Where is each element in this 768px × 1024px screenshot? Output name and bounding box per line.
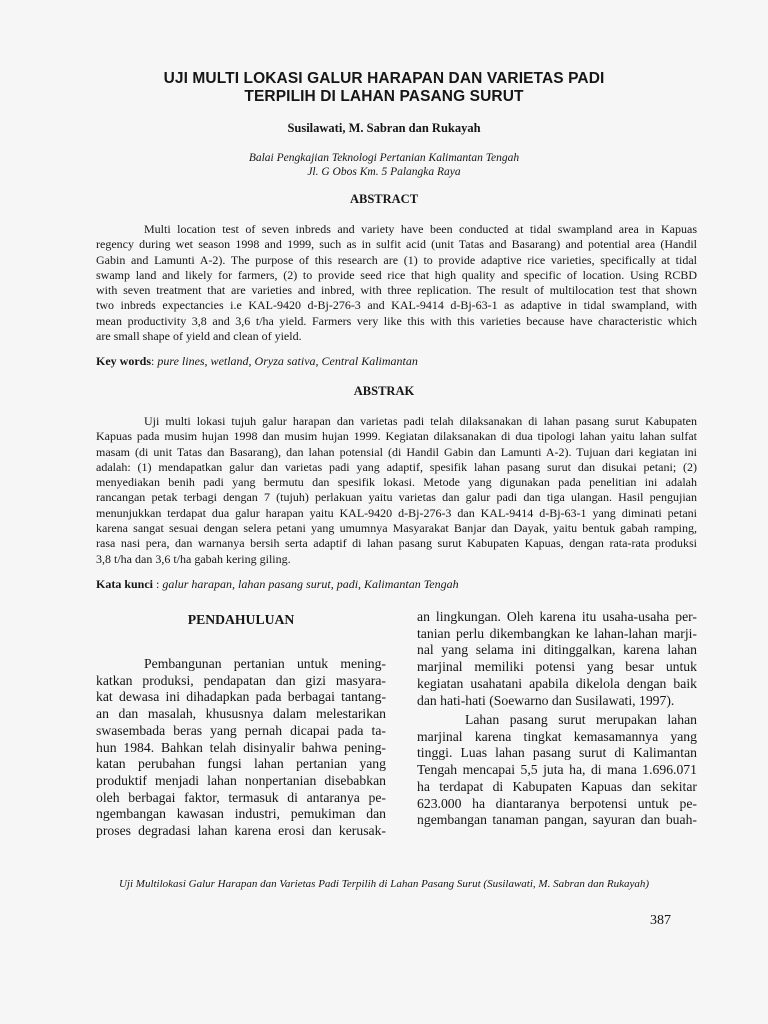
abstract-line: two inbreds expectancies i.e KAL-9420 d-Bj-276-3 and KAL-9414 d-Bj-63-1 as adaptive in tidal swampland, with xyxy=(96,298,697,313)
abstrak-line: 3,8 t/ha dan 3,6 t/ha gabah kering giling. xyxy=(96,551,291,566)
abstract-line: mean productivity 3,8 and 3,6 t/ha yield. Farmers very like this with this varieties because have characteristic which xyxy=(96,313,697,328)
body-line: Tengah mencapai 5,5 juta ha, di mana 1.696.071 xyxy=(417,762,697,778)
kata-kunci-label: Kata kunci xyxy=(96,577,154,591)
right-column-text-1 xyxy=(417,609,697,709)
body-line: tanian perlu dikembangkan ke lahan-lahan marji- xyxy=(417,625,697,641)
body-line: ngembangan kawasan industri, pemukiman dan xyxy=(96,806,386,822)
page-number: 387 xyxy=(650,913,671,928)
title-line-2: TERPILIH DI LAHAN PASANG SURUT xyxy=(244,88,524,105)
running-footer: Uji Multilokasi Galur Harapan dan Varietas Padi Terpilih di Lahan Pasang Surut (Susilawati, M. Sabran dan Rukayah) xyxy=(118,878,650,890)
abstrak-line: menyediakan benih padi yang bermutu dan spesifik lokasi. Metode yang digunakan pada penelitian ini adalah xyxy=(96,475,697,490)
paper-title xyxy=(0,70,768,106)
body-line: an lingkungan. Oleh karena itu usaha-usaha per- xyxy=(417,609,697,624)
abstract-line: regency during wet season 1998 and 1999, such as in sulfit acid (unit Tatas and Basarang) and potential area (Handil xyxy=(96,237,697,252)
body-line: marjinal karena tingkat kemasamannya yang xyxy=(417,728,697,744)
body-line: proses degradasi lahan karena erosi dan kerusak- xyxy=(96,823,386,839)
kata-kunci-value: galur harapan, lahan pasang surut, padi, Kalimantan Tengah xyxy=(162,577,459,591)
abstrak-line: rancangan petak terbagi dengan 7 (tujuh) perlakuan yaitu varietas dan galur padi dan tiga ulangan. Hasil pengujian xyxy=(96,490,697,505)
abstrak-line: masam (di unit Tatas dan Basarang), dan lahan potensial (di Handil Gabin dan Lamunti A-2). Tujuan dari kegiatan ini xyxy=(96,444,697,459)
body-line: ha terdapat di Kabupaten Kapuas dan sekitar xyxy=(417,778,697,794)
abstract-line: Multi location test of seven inbreds and variety have been conducted at tidal swampland area in Kapuas xyxy=(144,222,697,236)
body-line: produktif menjadi lahan nonpertanian disebabkan xyxy=(96,772,386,788)
affiliation xyxy=(0,151,768,179)
body-line: hun 1984. Bahkan telah disinyalir bahwa pening- xyxy=(96,739,386,755)
keywords-value: pure lines, wetland, Oryza sativa, Central Kalimantan xyxy=(157,354,418,368)
body-line: nal yang selama ini ditinggalkan, karena lahan xyxy=(417,642,697,658)
body-line: swasembada beras yang pernah dicapai pada ta- xyxy=(96,722,386,738)
abstrak-heading: ABSTRAK xyxy=(353,384,415,398)
abstrak-line: menunjukkan terdapat dua galur harapan yaitu KAL-9420 d-Bj-276-3 dan KAL-9414 d-Bj-63-1 yang diminati petani xyxy=(96,505,697,520)
right-column-text-2 xyxy=(417,712,697,829)
abstract-line: swamp land and likely for farmers, (2) to provide seed rice that high quality and specific of location. Using RCBD xyxy=(96,267,697,282)
abstract-line: Gabin and Lamunti A-2). The purpose of this research are (1) to provide adaptive rice varieties, specifically at tidal xyxy=(96,252,697,267)
abstrak-line: Kapuas pada musim hujan 1998 dan musim hujan 1999. Kegiatan dilaksanakan di dua tipologi lahan yaitu lahan sulfat xyxy=(96,429,697,444)
abstrak-line: rasa nasi pera, dan warnanya bersih serta adaptif di lahan pasang surut Kabupaten Kapuas, dengan rata-rata produksi xyxy=(96,536,697,551)
abstrak-line: Uji multi lokasi tujuh galur harapan dan varietas padi telah dilaksanakan di lahan pasang surut Kabupaten xyxy=(144,414,697,428)
body-line: oleh berbagai faktor, termasuk di antaranya pe- xyxy=(96,789,386,805)
authors: Susilawati, M. Sabran dan Rukayah xyxy=(287,121,481,135)
body-line: katkan produksi, pendapatan dan gizi masyara- xyxy=(96,672,386,688)
abstract-line: are small shape of yield and clean of yield. xyxy=(96,329,302,344)
body-line: Pembangunan pertanian untuk mening- xyxy=(144,656,386,671)
affiliation-line-1: Balai Pengkajian Teknologi Pertanian Kalimantan Tengah xyxy=(248,152,520,164)
body-line: dan hati-hati (Soewarno dan Susilawati, 1997). xyxy=(417,692,675,708)
section-heading-pendahuluan: PENDAHULUAN xyxy=(187,612,295,627)
body-line: marjinal memiliki potensi yang besar untuk xyxy=(417,659,697,675)
body-line: katan perubahan fungsi lahan pertanian yang xyxy=(96,756,386,772)
body-line: kegiatan usahatani apabila dikelola dengan baik xyxy=(417,675,697,691)
body-line: tinggi. Luas lahan pasang surut di Kalimantan xyxy=(417,745,697,761)
abstrak-line: adalah: (1) mendapatkan galur dan varietas padi yang adaptif, spesifik lahan pasang surut dan disukai petani; (2) xyxy=(96,459,697,474)
abstract-body xyxy=(96,222,697,344)
body-line: Lahan pasang surut merupakan lahan xyxy=(465,712,697,727)
abstract-heading: ABSTRACT xyxy=(349,192,419,206)
abstract-line: with seven treatment that are varieties and inbred, with three replication. The result of multilocation test that shown xyxy=(96,283,697,298)
body-line: an dan masalah, khususnya dalam melestarikan xyxy=(96,706,386,722)
keywords-label: Key words xyxy=(96,354,151,368)
abstrak-line: karena sangat sesuai dengan selera petani yang umumnya Masyarakat Banjar dan Dayak, yaitu bentuk gabah ramping, xyxy=(96,521,697,536)
affiliation-line-2: Jl. G Obos Km. 5 Palangka Raya xyxy=(307,166,461,178)
body-line: kat dewasa ini dihadapkan pada berbagai tantang- xyxy=(96,689,386,705)
body-line: 623.000 ha diantaranya berpotensi untuk pe- xyxy=(417,795,697,811)
abstrak-body xyxy=(96,414,697,567)
abstract-keywords: Key words: pure lines, wetland, Oryza sativa, Central Kalimantan xyxy=(96,354,418,368)
title-line-1: UJI MULTI LOKASI GALUR HARAPAN DAN VARIETAS PADI xyxy=(163,70,605,87)
body-line: ngembangan tanaman pangan, sayuran dan buah- xyxy=(417,812,697,828)
left-column-text xyxy=(96,656,386,840)
abstrak-keywords: Kata kunci : galur harapan, lahan pasang surut, padi, Kalimantan Tengah xyxy=(96,577,459,591)
